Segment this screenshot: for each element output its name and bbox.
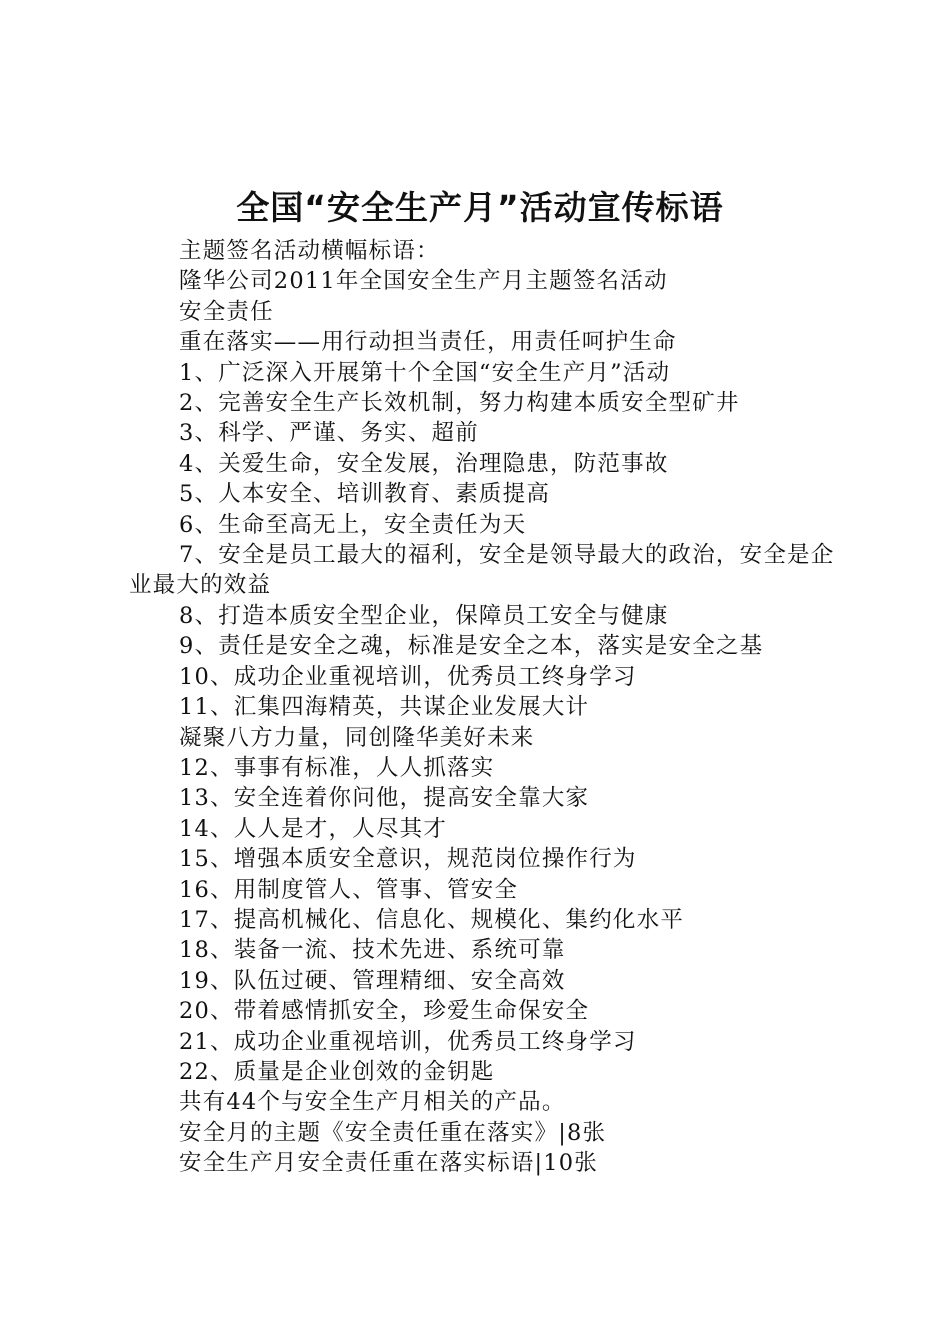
document-body — [129, 236, 839, 1179]
slogan-item: 2、完善安全生产长效机制，努力构建本质安全型矿井 — [179, 390, 740, 417]
slogan-item: 19、队伍过硬、管理精细、安全高效 — [179, 967, 566, 994]
text-line: 安全责任 — [179, 298, 274, 325]
slogan-item: 4、关爱生命，安全发展，治理隐患，防范事故 — [179, 450, 669, 477]
text-line: 隆华公司2011年全国安全生产月主题签名活动 — [179, 268, 668, 295]
slogan-item: 8、打造本质安全型企业，保障员工安全与健康 — [179, 602, 669, 629]
slogan-item: 12、事事有标准，人人抓落实 — [179, 754, 495, 781]
slogan-item: 1、广泛深入开展第十个全国“安全生产月”活动 — [179, 359, 671, 386]
slogan-item: 14、人人是才，人尽其才 — [179, 815, 448, 842]
text-line: 共有44个与安全生产月相关的产品。 — [179, 1089, 566, 1116]
slogan-item: 6、生命至高无上，安全责任为天 — [179, 511, 527, 538]
slogan-item: 17、提高机械化、信息化、规模化、集约化水平 — [179, 906, 685, 933]
slogan-item: 9、责任是安全之魂，标准是安全之本，落实是安全之基 — [179, 633, 764, 660]
slogan-item: 20、带着感情抓安全，珍爱生命保安全 — [179, 998, 590, 1025]
slogan-item: 15、增强本质安全意识，规范岗位操作行为 — [179, 846, 637, 873]
slogan-item: 16、用制度管人、管事、管安全 — [179, 876, 519, 903]
text-line: 主题签名活动横幅标语： — [179, 238, 440, 264]
slogan-item: 13、安全连着你问他，提高安全靠大家 — [179, 785, 590, 812]
page-title: 全国“安全生产月”活动宣传标语 — [236, 188, 724, 227]
text-line: 安全生产月安全责任重在落实标语|10张 — [179, 1150, 599, 1177]
slogan-item: 7、安全是员工最大的福利，安全是领导最大的政治，安全是企业最大的效益 — [129, 542, 835, 599]
slogan-item: 5、人本安全、培训教育、素质提高 — [179, 481, 551, 508]
slogan-item: 11、汇集四海精英，共谋企业发展大计 — [179, 694, 590, 721]
text-line: 重在落实——用行动担当责任，用责任呵护生命 — [179, 329, 677, 356]
text-line: 安全月的主题《安全责任重在落实》|8张 — [179, 1119, 607, 1146]
slogan-item: 22、质量是企业创效的金钥匙 — [179, 1058, 495, 1085]
slogan-item: 21、成功企业重视培训，优秀员工终身学习 — [179, 1028, 637, 1055]
slogan-item: 凝聚八方力量，同创隆华美好未来 — [179, 724, 535, 751]
slogan-item: 3、科学、严谨、务实、超前 — [179, 420, 479, 447]
slogan-item: 18、装备一流、技术先进、系统可靠 — [179, 937, 566, 964]
slogan-item: 10、成功企业重视培训，优秀员工终身学习 — [179, 663, 637, 690]
